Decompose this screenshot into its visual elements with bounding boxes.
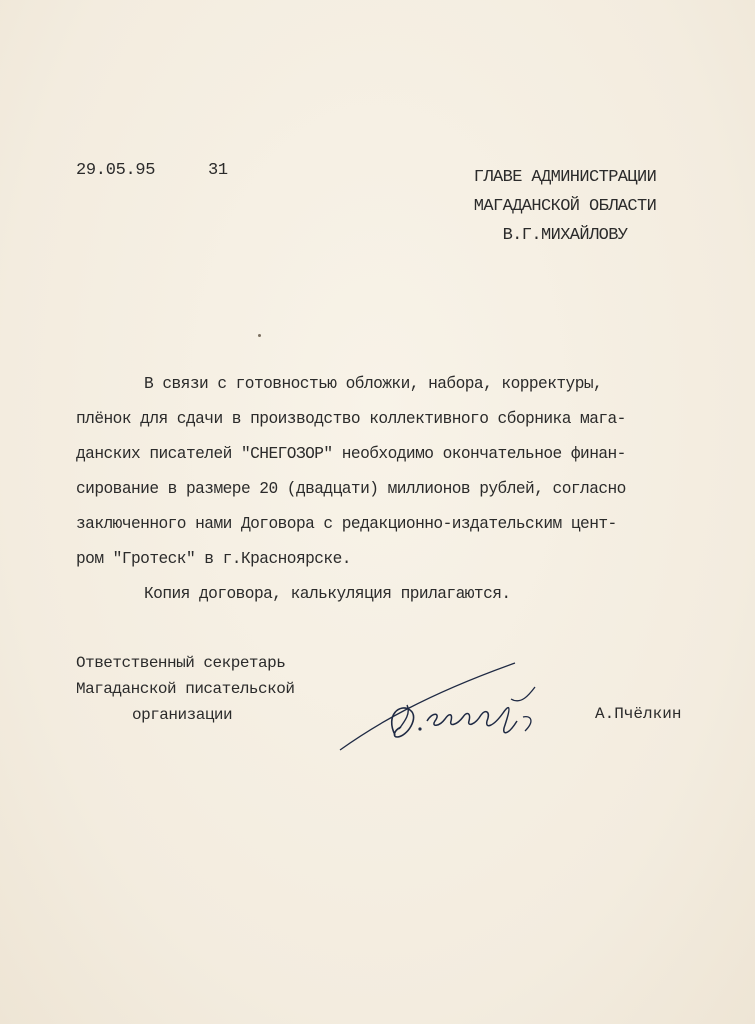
letter-date: 29.05.95 [76, 161, 156, 180]
letter-body [76, 367, 706, 612]
signatory-title-line-2: Магаданской писательской [76, 680, 295, 698]
signatory-name: А.Пчёлкин [595, 705, 682, 723]
addressee-line-3: В.Г.МИХАЙЛОВУ [502, 226, 628, 245]
handwritten-signature [335, 655, 555, 760]
letter-number: 31 [208, 161, 228, 180]
signatory-title-line-3: организации [132, 706, 233, 724]
signatory-title-line-1: Ответственный секретарь [76, 654, 286, 672]
body-line: ром "Гротеск" в г.Красноярске. [76, 550, 351, 568]
body-line: плёнок для сдачи в производство коллективного сборника мага- [76, 410, 626, 428]
paper-speck [258, 334, 261, 337]
signatory-title [76, 650, 294, 728]
addressee-line-1: ГЛАВЕ АДМИНИСТРАЦИИ [473, 168, 657, 187]
addressee-block [440, 163, 690, 250]
body-line: сирование в размере 20 (двадцати) миллионов рублей, согласно [76, 480, 626, 498]
body-line: данских писателей "СНЕГОЗОР" необходимо окончательное финан- [76, 445, 626, 463]
body-line: заключенного нами Договора с редакционно-издательским цент- [76, 515, 617, 533]
body-line: Копия договора, калькуляция прилагаются. [144, 585, 511, 603]
addressee-line-2: МАГАДАНСКОЙ ОБЛАСТИ [473, 197, 657, 216]
body-line: В связи с готовностью обложки, набора, корректуры, [144, 375, 603, 393]
